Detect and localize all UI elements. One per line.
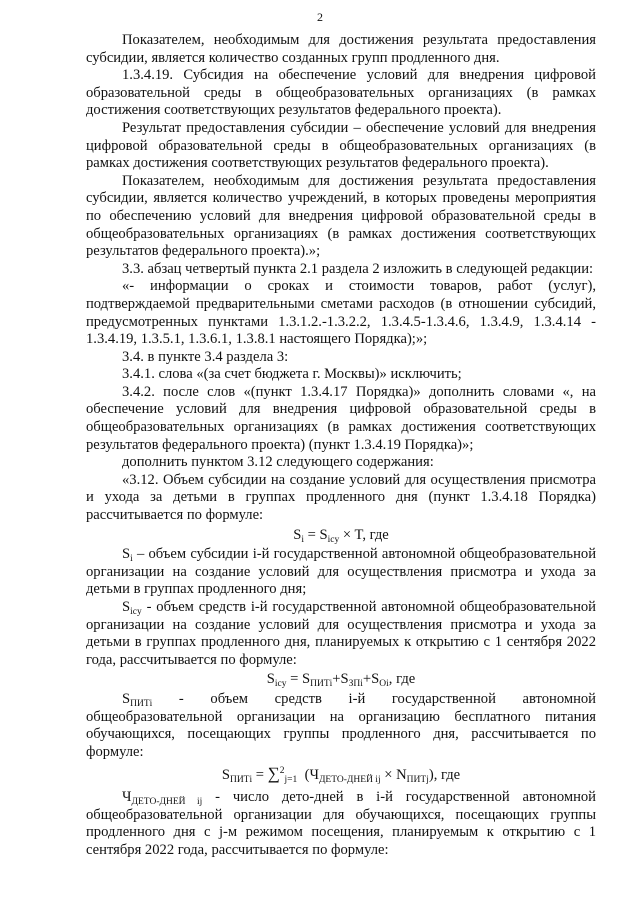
formula-spit: $S_{ПИТi} = \sum^2_{j=1}$ $(Ч_{ДЕТО-ДНЕЙ ij} \times N_{ПИТj})$, где xyxy=(221,764,461,786)
sum-icon: ∑ xyxy=(267,764,280,784)
paragraph: 3.4.1. слова «(за счет бюджета г. Москвы)» исключить; xyxy=(122,366,462,383)
definition-si: $S_i$ – объем субсидии i-й государственной автономной общеобразовательной организации на создание условий для осуществления присмотра и ухода за детьми в группах продленного дня; xyxy=(86,546,596,598)
definition-sicy: $S_{icy}$ - объем средств i-й государственной автономной общеобразовательной организации на создание условий для осуществления присмотра и ухода за детьми в группах продленного дня, планируемых к открытию с 1 сентября 2022 года, рассчитывается по формуле: xyxy=(86,599,596,668)
formula-sicy: $S_{icy} = S_{ПИТi}+S_{ЗПi}+S_{Oi}$, где xyxy=(266,671,416,690)
paragraph: 3.4. в пункте 3.4 раздела 3: xyxy=(122,348,289,365)
paragraph: Результат предоставления субсидии – обеспечение условий для внедрения цифровой образовательной среды в общеобразовательных организациях (в рамках достижения соответствующих результатов федерального проекта). xyxy=(86,119,596,172)
paragraph: «3.12. Объем субсидии на создание условий для осуществления присмотра и ухода за детьми в группах продленного дня (пункт 1.3.4.18 Порядка) рассчитывается по формуле: xyxy=(86,471,596,524)
paragraph: дополнить пунктом 3.12 следующего содержания: xyxy=(122,454,434,471)
paragraph: 3.4.2. после слов «(пункт 1.3.4.17 Порядка)» дополнить словами «, на обеспечение условий для внедрения цифровой образовательной среды в общеобразовательных организациях (в рамках достижения соответствующих результатов федерального проекта) (пункт 1.3.4.19 Порядка)»; xyxy=(86,383,596,453)
document-body xyxy=(86,32,596,859)
paragraph: Показателем, необходимым для достижения результата предоставления субсидии, является количество учреждений, в которых проведены мероприятия по обеспечению условий для внедрения цифровой образовательной среды в общеобразовательных организациях (в рамках достижения соответствующих результатов федерального проекта).»; xyxy=(86,172,596,260)
paragraph: 1.3.4.19. Субсидия на обеспечение условий для внедрения цифровой образовательной среды в общеобразовательных организациях (в рамках достижения соответствующих результатов федерального проекта). xyxy=(86,67,596,119)
paragraph: «- информации о сроках и стоимости товаров, работ (услуг), подтверждаемой предварительными сметами расходов (в отношении субсидий, предусмотренных пунктами 1.3.1.2.-1.3.2.2, 1.3.4.5-1.3.4.6, 1.3.4.9, 1.3.4.14 - 1.3.4.19, 1.3.5.1, 1.3.6.1, 1.3.8.1 настоящего Порядка);»; xyxy=(86,278,596,348)
paragraph: Показателем, необходимым для достижения результата предоставления субсидии, является количество созданных групп продленного дня. xyxy=(86,32,596,66)
definition-spit: $S_{ПИТi}$ - объем средств i-й государственной автономной общеобразовательной организации на организацию бесплатного питания обучающихся, посещающих группы продленного дня, рассчитывается по формуле: xyxy=(86,690,596,760)
page-number: 2 xyxy=(317,10,323,24)
formula-subsidy: $S_i = S_{icy} \times T$, где xyxy=(293,526,389,545)
definition-child-days: $Ч_{ДЕТО-ДНЕЙ ij}$ - число дето-дней в i-й государственной автономной общеобразовательной организации для обучающихся, посещающих группы продленного дня с j-м режимом посещения, планируемым к открытию с 1 сентября 2022 года, рассчитывается по формуле: xyxy=(86,788,596,858)
paragraph: 3.3. абзац четвертый пункта 2.1 раздела 2 изложить в следующей редакции: xyxy=(122,260,594,277)
